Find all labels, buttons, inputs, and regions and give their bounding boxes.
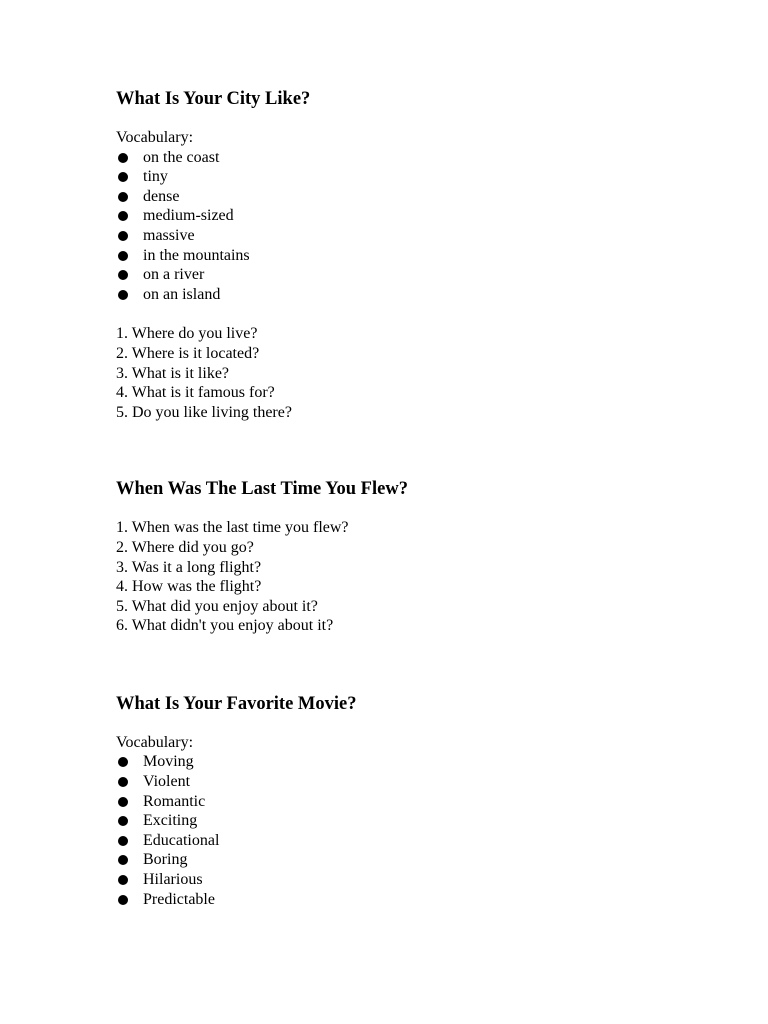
vocabulary-item [116,226,736,246]
question-item: 4. How was the flight? [116,578,262,596]
vocabulary-item [116,148,736,168]
bullet-icon [118,855,128,865]
bullet-icon [118,836,128,846]
section-flight [116,478,736,636]
bullet-icon [118,192,128,202]
vocabulary-text: tiny [143,168,168,186]
bullet-icon [118,153,128,163]
bullet-icon [118,875,128,885]
section-movie [116,693,736,909]
question-item: 1. Where do you live? [116,325,258,343]
bullet-icon [118,231,128,241]
question-list [116,324,736,422]
bullet-icon [118,816,128,826]
vocabulary-text: on the coast [143,148,220,166]
vocabulary-text: on a river [143,266,205,284]
vocabulary-text: on an island [143,285,221,303]
section-title: When Was The Last Time You Flew? [116,479,408,500]
vocabulary-item [116,792,736,812]
vocabulary-item [116,187,736,207]
bullet-icon [118,270,128,280]
section-city [116,88,736,422]
bullet-icon [118,290,128,300]
vocabulary-item [116,246,736,266]
vocabulary-text: dense [143,187,180,205]
question-item: 2. Where did you go? [116,538,254,556]
question-item: 1. When was the last time you flew? [116,519,349,537]
bullet-icon [118,797,128,807]
bullet-icon [118,777,128,787]
vocabulary-text: Boring [143,851,188,869]
vocabulary-text: massive [143,226,195,244]
vocabulary-item [116,265,736,285]
vocabulary-item [116,206,736,226]
bullet-icon [118,895,128,905]
vocabulary-item [116,850,736,870]
bullet-icon [118,211,128,221]
vocabulary-text: Exciting [143,812,198,830]
vocabulary-item [116,811,736,831]
vocabulary-text: Violent [143,773,191,791]
vocabulary-item [116,752,736,772]
document-page [116,88,736,909]
vocabulary-item [116,285,736,305]
question-item: 5. What did you enjoy about it? [116,597,318,615]
question-item: 3. Was it a long flight? [116,558,262,576]
question-item: 2. Where is it located? [116,344,260,362]
vocabulary-item [116,890,736,910]
question-item: 6. What didn't you enjoy about it? [116,617,334,635]
vocabulary-text: Romantic [143,792,206,810]
vocabulary-text: Predictable [143,890,215,908]
vocabulary-label: Vocabulary: [116,129,194,146]
bullet-icon [118,172,128,182]
vocabulary-text: Educational [143,831,220,849]
vocabulary-item [116,831,736,851]
vocabulary-text: medium-sized [143,207,234,225]
question-list [116,518,736,636]
question-item: 3. What is it like? [116,364,230,382]
vocabulary-label: Vocabulary: [116,733,194,751]
question-item: 5. Do you like living there? [116,403,292,421]
section-title: What Is Your City Like? [116,89,311,109]
vocabulary-item [116,772,736,792]
question-item: 4. What is it famous for? [116,384,275,402]
bullet-icon [118,251,128,261]
vocabulary-text: Moving [143,753,194,771]
bullet-icon [118,757,128,767]
vocabulary-text: in the mountains [143,246,250,264]
vocabulary-item [116,870,736,890]
vocabulary-item [116,167,736,187]
vocabulary-list [116,148,736,305]
section-title: What Is Your Favorite Movie? [116,693,357,714]
vocabulary-list [116,752,736,909]
vocabulary-text: Hilarious [143,871,203,889]
